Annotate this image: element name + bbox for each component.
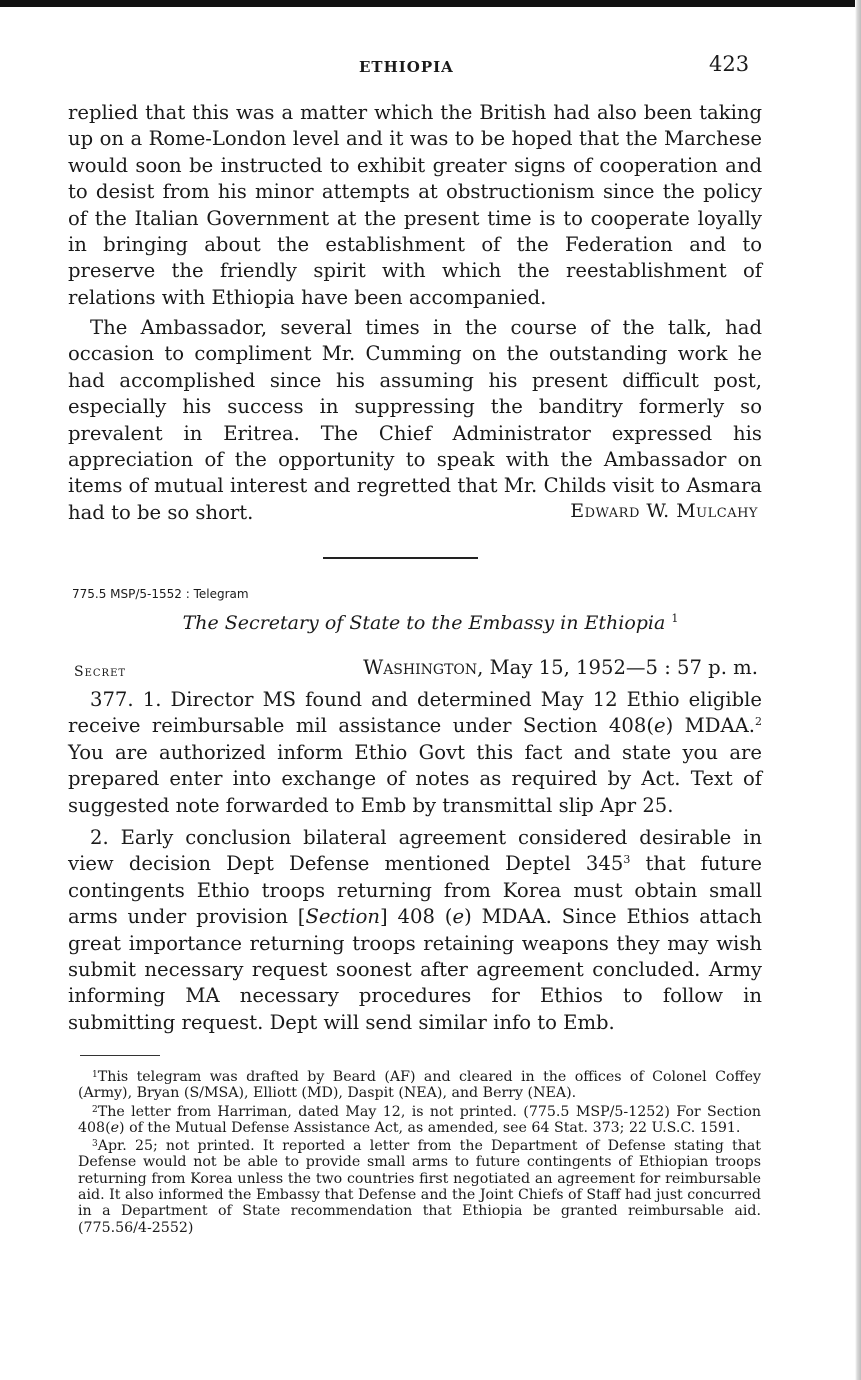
footnote-ref-1[interactable]: 1 (671, 612, 679, 625)
text-run: ] 408 ( (380, 905, 453, 929)
footnote-text: Apr. 25; not printed. It reported a letter from the Department of Defense stating that Defense would not be able to provide small arms to future contingents of Ethiopian troops returning from Korea unless the two countries first negotiated an agreement for reimbursable aid. It also informed the Embassy that Defense and the Joint Chiefs of Staff had just concurred in a Department of State recommendation that Ethiopia be granted reimbursable aid. (775.56/4-2552) (78, 1138, 761, 1236)
italic-e: e (452, 905, 465, 929)
section-divider (323, 557, 478, 559)
text-run: that future contingents Ethio troops returning from Korea must obtain small arms under provision [ (68, 852, 762, 929)
text-run: ) MDAA. (665, 714, 755, 738)
text-run: 2. Early conclusion bilateral agreement considered desirable in view decision Dept Defense mentioned Deptel 345 (68, 826, 762, 876)
text-run: 377. 1. Director MS found and determined May 12 Ethio eligible receive reimbursable mil assistance under Section 408( (68, 688, 762, 738)
paragraph-text (68, 687, 762, 819)
italic-e: e (653, 714, 666, 738)
dateline-place: Washington (363, 656, 478, 679)
italic-section: Section (305, 905, 381, 929)
footnote-ref-3[interactable]: 3 (623, 853, 631, 867)
classification-label: Secret (74, 664, 127, 680)
running-header-title: ETHIOPIA (359, 58, 454, 76)
footnote-number: 3 (92, 1139, 98, 1150)
text-run: You are authorized inform Ethio Govt this fact and state you are prepared enter into exchange of notes as required by Act. Text of suggested note forwarded to Emb by transmittal slip Apr 25. (68, 740, 762, 817)
paragraph-text: The Ambassador, several times in the course of the talk, had occasion to compliment Mr. Cumming on the outstanding work he had accomplished since his assuming his present difficult post, especially his success in suppressing the banditry formerly so prevalent in Eritrea. The Chief Administrator expressed his appreciation of the opportunity to speak with the Ambassador on items of mutual interest and regretted that Mr. Childs visit to Asmara had to be so short. (68, 316, 762, 524)
text-run: ) MDAA. Since Ethios attach great importance returning troops retaining weapons they may wish submit necessary request soonest after agreement concluded. Army informing MA necessary procedures for Ethios to follow in submitting request. Dept will send similar info to Emb. (68, 905, 762, 1034)
page-number: 423 (709, 52, 750, 76)
signature: Edward W. Mulcahy (570, 500, 758, 522)
paragraph-text (68, 825, 762, 1036)
footnote-3 (78, 1138, 761, 1236)
footnotes (78, 1069, 761, 1238)
document-title (0, 612, 861, 634)
body-paragraph-1 (68, 100, 762, 311)
paragraph-text: replied that this was a matter which the British had also been taking up on a Rome-London level and it was to be hoped that the Marchese would soon be instructed to exhibit greater signs of cooperation and to desist from his minor attempts at obstructionism since the policy of the Italian Government at the present time is to cooperate loyally in bringing about the establishment of the Federation and to preserve the friendly spirit with which the reestablishment of relations with Ethiopia have been accompanied. (68, 101, 762, 309)
top-edge-rule (0, 0, 861, 7)
document-title-text: The Secretary of State to the Embassy in Ethiopia (182, 612, 666, 634)
telegram-paragraph-2 (68, 825, 762, 1036)
footnote-number: 2 (92, 1104, 98, 1115)
italic-e: e (110, 1119, 120, 1136)
page-edge-shadow (855, 0, 861, 1380)
footnote-2 (78, 1104, 761, 1137)
footnote-number: 1 (92, 1070, 98, 1080)
telegram-paragraph-1 (68, 687, 762, 819)
footnote-divider (80, 1055, 160, 1056)
body-paragraph-2 (68, 315, 762, 526)
footnote-text: ) of the Mutual Defense Assistance Act, as amended, see 64 Stat. 373; 22 U.S.C. 1591. (119, 1119, 741, 1136)
footnote-text: This telegram was drafted by Beard (AF) and cleared in the offices of Colonel Coffey (Army), Bryan (S/MSA), Elliott (MD), Daspit (NEA), and Berry (NEA). (78, 1069, 761, 1102)
dateline-date: , May 15, 1952—5 : 57 p. m. (477, 656, 758, 679)
footnote-text: The letter from Harriman, dated May 12, is not printed. (775.5 MSP/5-1252) For Section 408( (78, 1103, 761, 1136)
dateline (363, 656, 758, 679)
footnote-ref-2[interactable]: 2 (754, 715, 762, 729)
footnote-1 (78, 1069, 761, 1102)
file-reference: 775.5 MSP/5-1552 : Telegram (72, 587, 249, 601)
